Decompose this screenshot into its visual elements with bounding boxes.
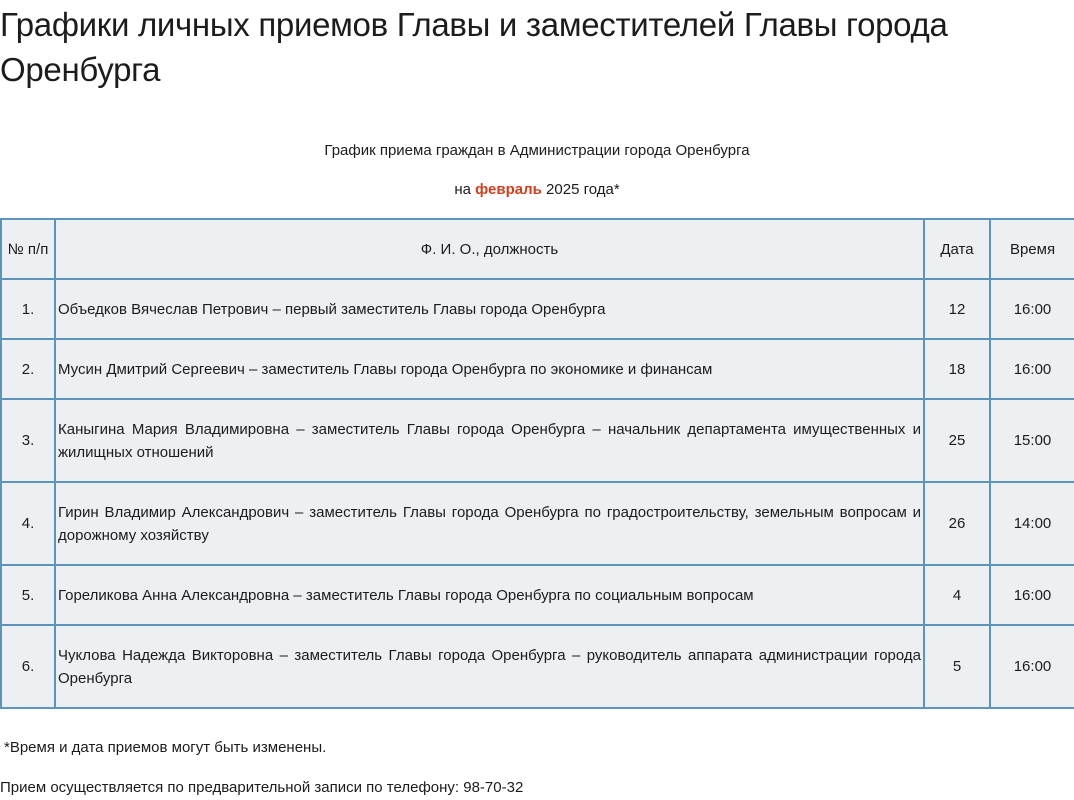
period-suffix: 2025 года* [546, 181, 620, 198]
row-time: 14:00 [990, 482, 1074, 565]
schedule-period [0, 180, 1074, 200]
table-row [1, 339, 1074, 399]
table-row [1, 625, 1074, 708]
row-name-position: Объедков Вячеслав Петрович – первый заместитель Главы города Оренбурга [55, 279, 924, 339]
row-name-position: Гирин Владимир Александрович – заместитель Главы города Оренбурга по градостроительству, земельным вопросам и дорожному хозяйству [55, 482, 924, 565]
table-row [1, 565, 1074, 625]
table-row [1, 279, 1074, 339]
appointment-contact: Прием осуществляется по предварительной записи по телефону: 98-70-32 [0, 779, 524, 796]
table-row [1, 482, 1074, 565]
row-date: 26 [924, 482, 990, 565]
period-month: февраль [475, 181, 542, 198]
row-name-position: Гореликова Анна Александровна – заместитель Главы города Оренбурга по социальным вопросам [55, 565, 924, 625]
period-prefix: на [454, 181, 471, 198]
row-number: 5. [1, 565, 55, 625]
row-name-position: Каныгина Мария Владимировна – заместитель Главы города Оренбурга – начальник департамента имущественных и жилищных отношений [55, 399, 924, 482]
column-header-time: Время [990, 219, 1074, 279]
row-time: 15:00 [990, 399, 1074, 482]
column-header-name: Ф. И. О., должность [55, 219, 924, 279]
row-number: 4. [1, 482, 55, 565]
column-header-date: Дата [924, 219, 990, 279]
table-row [1, 399, 1074, 482]
schedule-table [0, 218, 1074, 709]
row-time: 16:00 [990, 279, 1074, 339]
schedule-change-note: *Время и дата приемов могут быть изменены. [4, 739, 327, 756]
row-number: 3. [1, 399, 55, 482]
row-time: 16:00 [990, 625, 1074, 708]
page-title: Графики личных приемов Главы и заместителей Главы города Оренбурга [0, 6, 948, 88]
table-header-row [1, 219, 1074, 279]
row-date: 18 [924, 339, 990, 399]
row-time: 16:00 [990, 565, 1074, 625]
row-name-position: Мусин Дмитрий Сергеевич – заместитель Главы города Оренбурга по экономике и финансам [55, 339, 924, 399]
schedule-heading: График приема граждан в Администрации города Оренбурга [324, 142, 750, 159]
row-number: 2. [1, 339, 55, 399]
row-date: 25 [924, 399, 990, 482]
row-number: 1. [1, 279, 55, 339]
row-name-position: Чуклова Надежда Викторовна – заместитель Главы города Оренбурга – руководитель аппарата администрации города Оренбурга [55, 625, 924, 708]
row-date: 4 [924, 565, 990, 625]
row-number: 6. [1, 625, 55, 708]
column-header-num: № п/п [1, 219, 55, 279]
row-time: 16:00 [990, 339, 1074, 399]
row-date: 5 [924, 625, 990, 708]
row-date: 12 [924, 279, 990, 339]
